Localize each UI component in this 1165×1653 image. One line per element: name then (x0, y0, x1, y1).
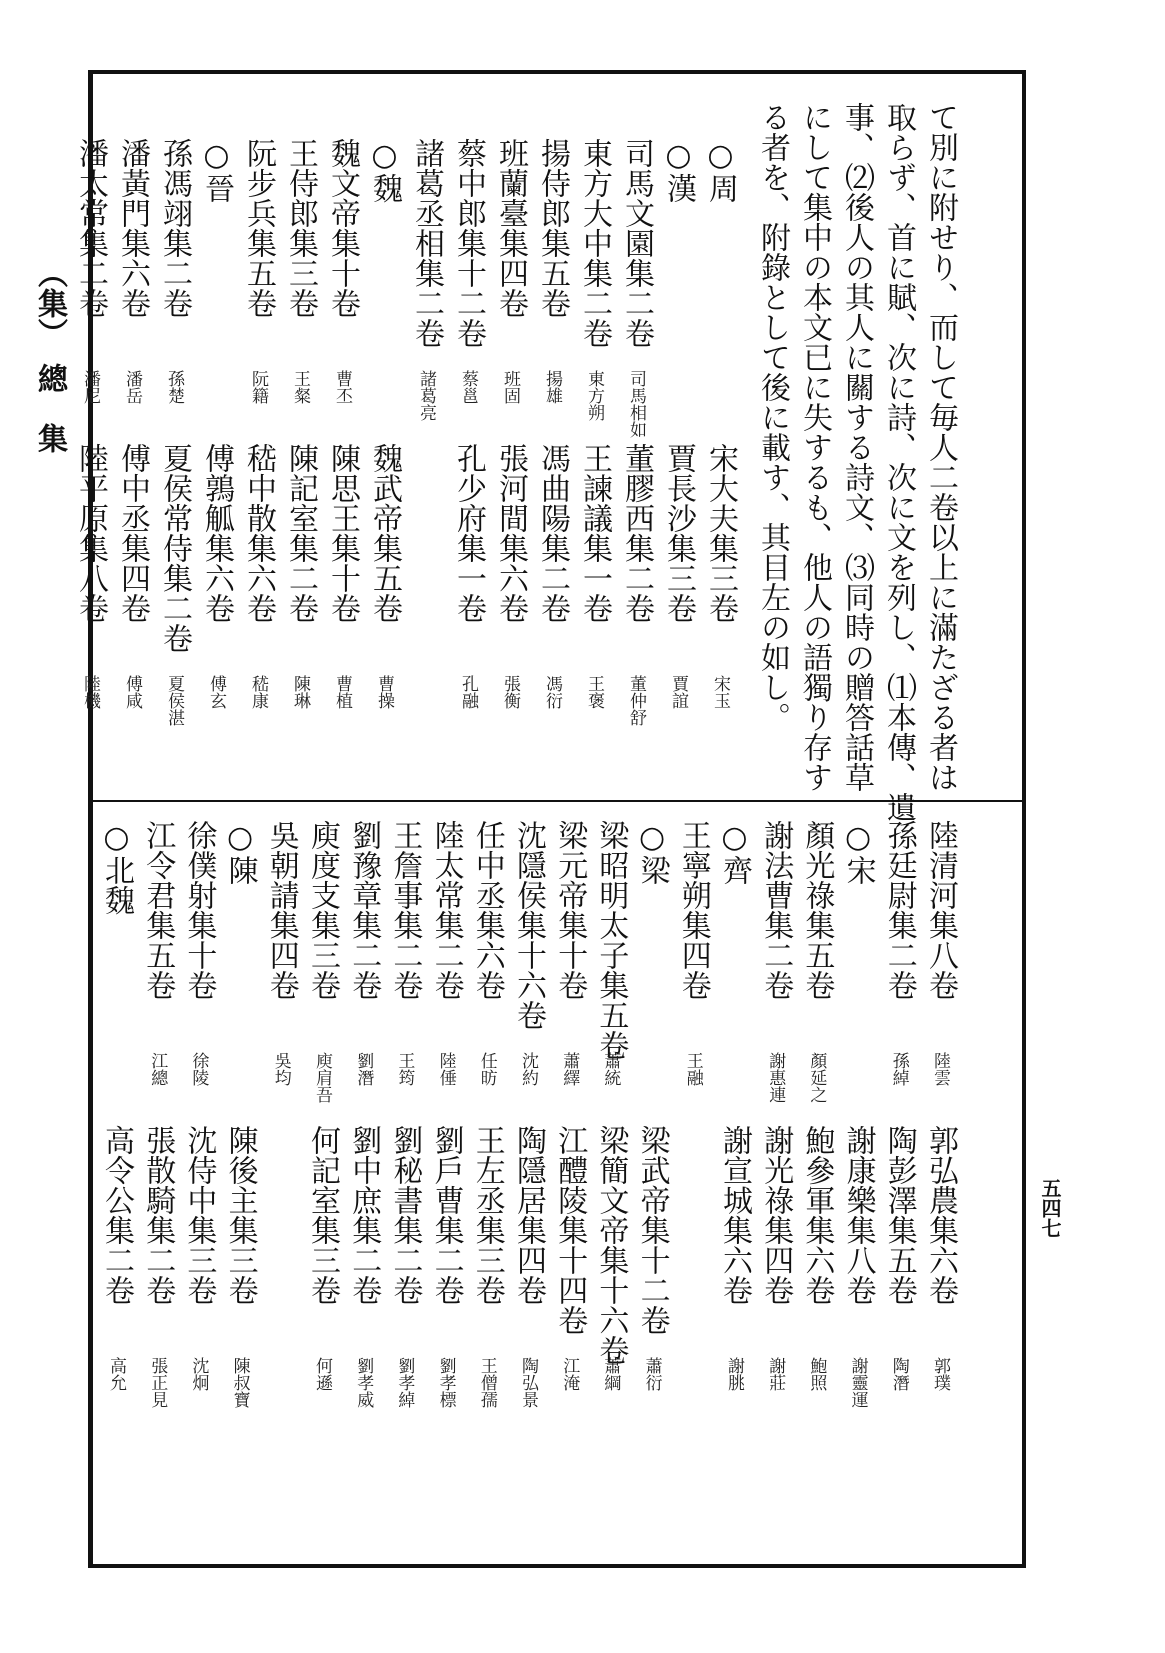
entry-title: 劉戶曹集二卷 (428, 1125, 464, 1305)
entry-author: 陸機 (80, 675, 100, 709)
entry-title: 謝法曹集二卷 (758, 820, 794, 1000)
entry-author: 揚雄 (542, 370, 562, 404)
entry-title: 宋大夫集三卷 (703, 443, 738, 623)
entry-author: 傅玄 (206, 675, 226, 709)
entry-title: 陳思王集十卷 (325, 443, 360, 623)
entry-title: 王侍郎集三卷 (283, 138, 318, 318)
entry-title: 陶隱居集四卷 (511, 1125, 546, 1305)
entry-title: 鮑參軍集六卷 (799, 1125, 835, 1305)
entry-title: 賈長沙集三卷 (661, 443, 696, 623)
entry-title: ○漢 (661, 138, 696, 203)
entry-title: 江令君集五卷 (140, 820, 176, 1000)
entry-title: 張河間集六卷 (493, 443, 528, 623)
entry-title: 王詹事集二卷 (387, 820, 423, 1000)
entry-title: 陶彭澤集五卷 (881, 1125, 917, 1305)
entry-author: 謝惠連 (765, 1052, 786, 1103)
entry-author: 董仲舒 (626, 675, 646, 726)
entry-title: 任中丞集六卷 (469, 820, 505, 1000)
entry-author: 潘岳 (122, 370, 142, 404)
intro-line: にして集中の本文已に失するも、他人の語獨り存す (797, 102, 832, 792)
entry-author: 何遜 (312, 1357, 332, 1391)
entry-title: 郭弘農集六卷 (923, 1125, 958, 1305)
entry-title: 陳後主集三卷 (222, 1125, 258, 1305)
entry-title: 傅中丞集四卷 (115, 443, 150, 623)
entry-author: 江淹 (559, 1357, 580, 1391)
entry-title: 馮曲陽集二卷 (535, 443, 570, 623)
entry-author: 陸倕 (435, 1052, 456, 1086)
entry-title: 班蘭臺集四卷 (493, 138, 528, 318)
entry-author: 東方朔 (584, 370, 604, 421)
entry-author: 劉孝綽 (394, 1357, 415, 1408)
entry-title: 劉中庶集二卷 (346, 1125, 382, 1305)
entry-author: 潘尼 (80, 370, 100, 404)
entry-author: 謝靈運 (847, 1357, 868, 1408)
entry-author: 司馬相如 (626, 370, 646, 438)
entry-author: 徐陵 (188, 1052, 209, 1086)
entry-author: 謝朓 (724, 1357, 744, 1391)
entry-title: 江醴陵集十四卷 (552, 1125, 588, 1335)
page-number: 五四七 (1038, 1178, 1062, 1238)
entry-author: 鮑照 (806, 1357, 827, 1391)
entry-author: 蔡邕 (458, 370, 478, 404)
entry-author: 曹丕 (332, 370, 352, 404)
entry-title: 謝光祿集四卷 (758, 1125, 794, 1305)
entry-title: 魏武帝集五卷 (367, 443, 402, 623)
entry-title: 謝宣城集六卷 (717, 1125, 752, 1305)
entry-author: 陳琳 (290, 675, 310, 709)
entry-author: 江總 (147, 1052, 168, 1086)
margin-section-title: （集） 總 集 (32, 258, 67, 453)
entry-title: ○晉 (199, 138, 234, 203)
entry-title: 王諫議集一卷 (577, 443, 612, 623)
entry-title: ○宋 (840, 820, 876, 885)
entry-title: ○周 (703, 138, 738, 203)
entry-author: 劉潛 (353, 1052, 374, 1086)
entry-title: 東方大中集二卷 (577, 138, 612, 348)
entry-title: ○梁 (634, 820, 670, 885)
entry-author: 孔融 (458, 675, 478, 709)
entry-title: 阮步兵集五卷 (241, 138, 276, 318)
entry-author: 蕭統 (600, 1052, 621, 1086)
entry-title: 徐僕射集十卷 (181, 820, 217, 1000)
entry-title: 潘黃門集六卷 (115, 138, 150, 318)
entry-title: 魏文帝集十卷 (325, 138, 360, 318)
entry-title: 董膠西集二卷 (619, 443, 654, 623)
entry-author: 曹植 (332, 675, 352, 709)
entry-title: 劉豫章集二卷 (346, 820, 382, 1000)
entry-title: 孔少府集一卷 (451, 443, 486, 623)
entry-title: 高令公集二卷 (99, 1125, 134, 1305)
entry-title: 王寧朔集四卷 (675, 820, 711, 1000)
entry-title: 何記室集三卷 (305, 1125, 340, 1305)
entry-title: 潘太常集二卷 (73, 138, 108, 318)
entry-author: 宋玉 (710, 675, 730, 709)
entry-title: 揚侍郎集五卷 (535, 138, 570, 318)
intro-line: 事、⑵後人の其人に關する詩文、⑶同時の贈答話草 (839, 102, 874, 792)
entry-title: 陸太常集二卷 (428, 820, 464, 1000)
entry-title: 夏侯常侍集二卷 (157, 443, 192, 653)
entry-author: 高允 (106, 1357, 126, 1391)
entry-author: 蕭繹 (559, 1052, 580, 1086)
entry-author: 陶潛 (888, 1357, 909, 1391)
entry-title: 諸葛丞相集二卷 (409, 138, 444, 348)
entry-author: 夏侯湛 (164, 675, 184, 726)
entry-author: 馮衍 (542, 675, 562, 709)
entry-title: 陳記室集二卷 (283, 443, 318, 623)
entry-title: 孫廷尉集二卷 (881, 820, 917, 1000)
entry-author: 嵇康 (248, 675, 268, 709)
entry-author: 蕭綱 (600, 1357, 621, 1391)
entry-title: 沈隱侯集十六卷 (511, 820, 546, 1030)
intro-line: る者を、附錄として後に載す、其目左の如し。 (755, 102, 790, 732)
entry-author: 王褒 (584, 675, 604, 709)
entry-title: 嵇中散集六卷 (241, 443, 276, 623)
entry-author: 任昉 (476, 1052, 497, 1086)
intro-line: 取らず、首に賦、次に詩、次に文を列し、⑴本傳、遺 (881, 102, 916, 822)
entry-author: 庾肩吾 (312, 1052, 332, 1103)
entry-author: 顏延之 (806, 1052, 827, 1103)
entry-title: 孫馮翊集二卷 (157, 138, 192, 318)
intro-line: て別に附せり、而して毎人二卷以上に滿たざる者は (923, 102, 958, 792)
entry-title: ○北魏 (99, 820, 134, 915)
entry-title: 劉秘書集二卷 (387, 1125, 423, 1305)
entry-title: ○齊 (717, 820, 752, 885)
entry-author: 謝莊 (765, 1357, 786, 1391)
entry-author: 陸雲 (930, 1052, 950, 1086)
entry-author: 劉孝威 (353, 1357, 374, 1408)
entry-author: 張衡 (500, 675, 520, 709)
entry-author: 阮籍 (248, 370, 268, 404)
entry-title: 梁簡文帝集十六卷 (593, 1125, 629, 1365)
entry-author: 王粲 (290, 370, 310, 404)
entry-author: 賈誼 (668, 675, 688, 709)
entry-title: 陸平原集八卷 (73, 443, 108, 623)
entry-title: 顏光祿集五卷 (799, 820, 835, 1000)
entry-author: 王僧孺 (476, 1357, 497, 1408)
entry-title: 梁武帝集十二卷 (634, 1125, 670, 1335)
entry-title: 傅鶉觚集六卷 (199, 443, 234, 623)
entry-author: 張正見 (147, 1357, 168, 1408)
entry-title: 謝康樂集八卷 (840, 1125, 876, 1305)
entry-title: ○陳 (222, 820, 258, 885)
entry-author: 諸葛亮 (416, 370, 436, 421)
entry-author: 班固 (500, 370, 520, 404)
entry-title: 沈侍中集三卷 (181, 1125, 217, 1305)
entry-author: 陶弘景 (518, 1357, 538, 1408)
entry-author: 王筠 (394, 1052, 415, 1086)
entry-author: 沈炯 (188, 1357, 209, 1391)
entry-author: 劉孝標 (435, 1357, 456, 1408)
entry-title: 梁昭明太子集五卷 (593, 820, 629, 1060)
entry-title: 吳朝請集四卷 (263, 820, 299, 1000)
entry-author: 孫綽 (888, 1052, 909, 1086)
entry-author: 蕭衍 (641, 1357, 662, 1391)
entry-title: 張散騎集二卷 (140, 1125, 176, 1305)
entry-author: 曹操 (374, 675, 394, 709)
entry-title: 蔡中郎集十二卷 (451, 138, 486, 348)
entry-title: 梁元帝集十卷 (552, 820, 588, 1000)
entry-title: 陸清河集八卷 (923, 820, 958, 1000)
entry-title: 司馬文園集二卷 (619, 138, 654, 348)
entry-author: 傅咸 (122, 675, 142, 709)
entry-title: 庾度支集三卷 (305, 820, 340, 1000)
entry-author: 王融 (682, 1052, 703, 1086)
entry-author: 陳叔寶 (229, 1357, 250, 1408)
entry-author: 孫楚 (164, 370, 184, 404)
entry-title: ○魏 (367, 138, 402, 203)
entry-author: 郭璞 (930, 1357, 950, 1391)
entry-title: 王左丞集三卷 (469, 1125, 505, 1305)
entry-author: 沈約 (518, 1052, 538, 1086)
entry-author: 吳均 (270, 1052, 291, 1086)
